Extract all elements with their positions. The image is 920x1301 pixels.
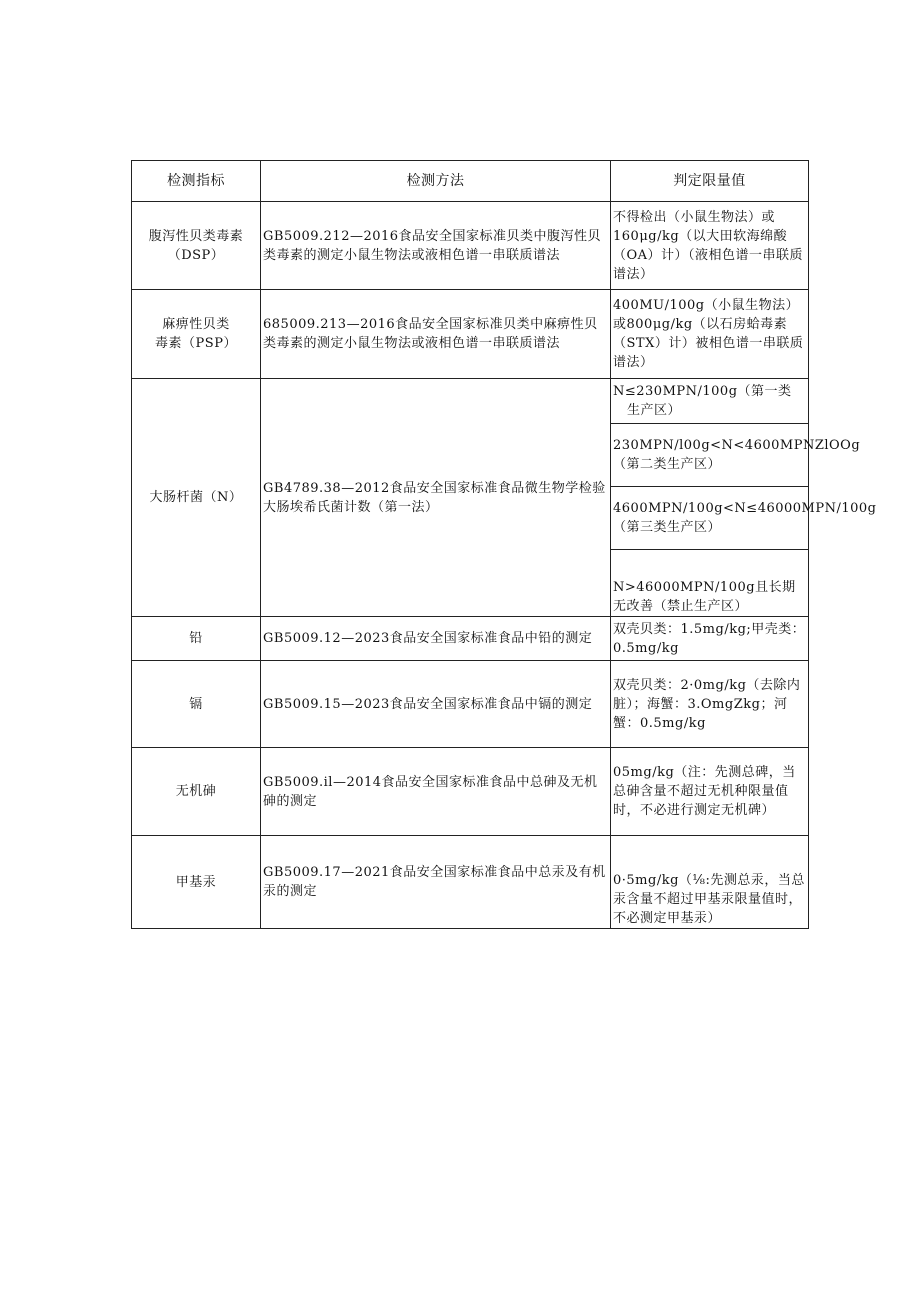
method-cell: GB5009.12—2023食品安全国家标准食品中铅的测定: [261, 617, 611, 661]
method-cell: 685009.213—2016食品安全国家标准贝类中麻痹性贝类毒素的测定小鼠生物法或液相色谱一串联质谱法: [261, 290, 611, 379]
table-row-cadmium: [132, 661, 809, 748]
method-cell: GB5009.15—2023食品安全国家标准食品中镉的测定: [261, 661, 611, 748]
indicator-cell: 镉: [132, 661, 261, 748]
limit-cell: 双壳贝类：2·0mg/kg（去除内脏）；海蟹：3.OmgZkg；河蟹：0.5mg/kg: [611, 661, 809, 748]
method-cell: GB5009.17—2021食品安全国家标准食品中总汞及有机汞的测定: [261, 836, 611, 929]
limit-cell: 不得检出（小鼠生物法）或160μg/kg（以大田软海绵酸（OA）计）（液相色谱一串联质谱法）: [611, 202, 809, 290]
indicator-cell: 铅: [132, 617, 261, 661]
table-row-mercury: [132, 836, 809, 929]
header-indicator: 检测指标: [132, 161, 261, 202]
indicator-line: 腹泻性贝类毒素: [148, 228, 244, 244]
indicator-cell: 甲基汞: [132, 836, 261, 929]
indicator-cell: [132, 290, 261, 379]
method-cell: GB5009.il—2014食品安全国家标准食品中总砷及无机砷的测定: [261, 748, 611, 836]
limit-cell: 05mg/kg（注：先测总碑，当总砷含量不超过无机种限量值时，不必进行测定无机碑）: [611, 748, 809, 836]
limit-cell: N>46000MPN/100g且长期无改善（禁止生产区）: [611, 550, 809, 617]
limit-cell: 230MPN/l00g<N<4600MPNZlOOg（第二类生产区）: [611, 424, 809, 487]
limit-cell: [611, 379, 809, 424]
method-cell: GB4789.38—2012食品安全国家标准食品微生物学检验大肠埃希氏菌计数（第一法）: [261, 379, 611, 617]
table-header-row: [132, 161, 809, 202]
table-row-arsenic: [132, 748, 809, 836]
table-row-coli-1: [132, 379, 809, 424]
indicator-line: （DSP）: [167, 247, 225, 263]
limit-cell: 双壳贝类：1.5mg/kg;甲壳类：0.5mg/kg: [611, 617, 809, 661]
limit-line: 生产区）: [627, 403, 682, 418]
header-limit: 判定限量值: [611, 161, 809, 202]
indicator-cell: [132, 202, 261, 290]
header-method: 检测方法: [261, 161, 611, 202]
indicator-line: 毒素（PSP）: [155, 336, 237, 351]
limit-cell: 400MU/100g（小鼠生物法）或800μg/kg（以石房蛤毒素（STX）计）被相色谱一串联质谱法）: [611, 290, 809, 379]
indicator-cell: 无机砷: [132, 748, 261, 836]
limit-cell: 4600MPN/100g<N≤46000MPN/100g（第三类生产区）: [611, 487, 809, 550]
table-row-lead: [132, 617, 809, 661]
table-row-psp: [132, 290, 809, 379]
method-cell: GB5009.212—2016食品安全国家标准贝类中腹泻性贝类毒素的测定小鼠生物法或液相色谱一串联质谱法: [261, 202, 611, 290]
limit-cell: 0·5mg/kg（⅛:先测总汞，当总汞含量不超过甲基汞限量值时，不必测定甲基汞）: [611, 836, 809, 929]
indicator-cell: 大肠杆菌（N）: [132, 379, 261, 617]
indicator-line: 麻痹性贝类: [162, 317, 230, 332]
limit-line: N≤230MPN/100g（第一类: [613, 384, 792, 399]
table-row-dsp: [132, 202, 809, 290]
standards-table: [131, 160, 877, 929]
